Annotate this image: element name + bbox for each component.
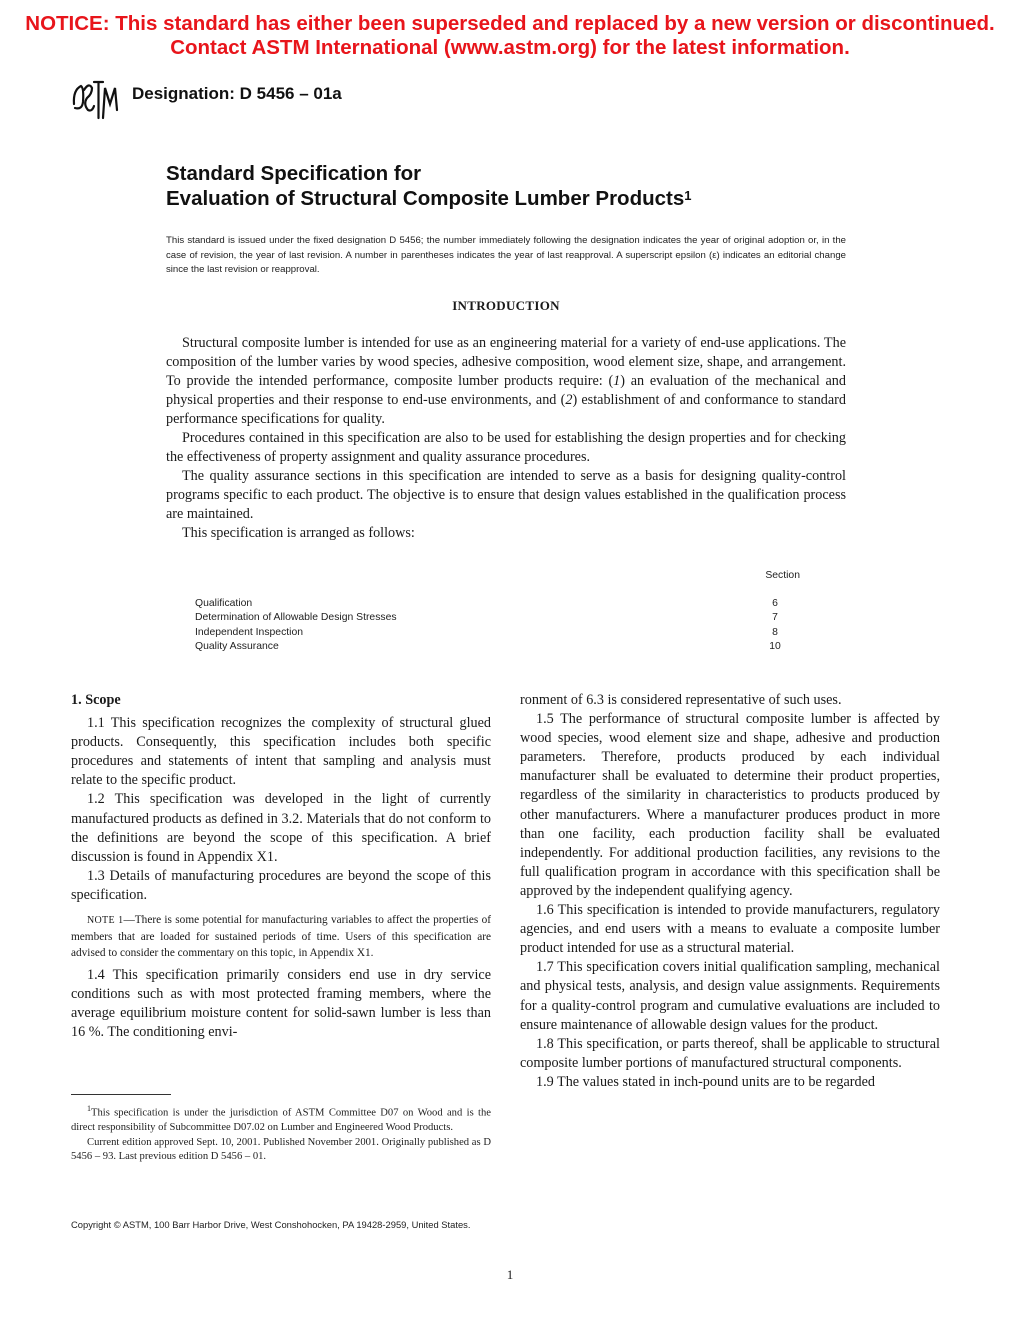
paragraph-1-1: 1.1 This specification recognizes the complexity of structural glued products. Consequently, this specification includes both specific procedures and statements of intent that sampling and analysis must relate to the specific product. <box>71 715 491 789</box>
copyright-line: Copyright © ASTM, 100 Barr Harbor Drive, West Conshohocken, PA 19428-2959, United States. <box>71 1219 471 1230</box>
page-number: 1 <box>506 1267 514 1282</box>
paragraph-1-7: 1.7 This specification covers initial qualification sampling, mechanical and physical tests, analysis, and design value assignments. Requirements for a quality-control program and cumulative evaluations are included to ensure maintenance of allowable design values for the product. <box>520 959 940 1033</box>
title-line-1: Standard Specification for <box>166 162 422 185</box>
note-1: NOTE 1—There is some potential for manufacturing variables to affect the properties of members that are loaded for sustained periods of time. Users of this specification are advised to consider the commentary on this topic, in Appendix X1. <box>71 914 491 960</box>
intro-paragraph-3: The quality assurance sections in this specification are intended to serve as a basis for designing quality-control programs specific to each product. The objective is to ensure that design values established in the qualification process are maintained. <box>166 468 846 522</box>
paragraph-1-5: 1.5 The performance of structural composite lumber is affected by wood species, wood element size and shape, adhesive and production parameters. Therefore, products produced by each individual manufacturer shall be evaluated to determine their product properties, regardless of the similarity in characteristics to products produced by other manufacturers. Where a manufacturer produces product in more than one facility, each production facility shall be evaluated independently. For additional production facilities, any revisions to the full qualification program in accordance with this specification shall be approved by the independent qualifying agency. <box>520 711 940 899</box>
arrangement-section-header: Section <box>765 570 800 581</box>
introduction-heading: INTRODUCTION <box>452 298 560 313</box>
footnotes <box>71 1102 491 1165</box>
intro-paragraph-2: Procedures contained in this specification are also to be used for establishing the design properties and for checking the effectiveness of property assignment and quality assurance procedures. <box>166 430 846 465</box>
title-line-2: Evaluation of Structural Composite Lumber Products <box>166 187 685 210</box>
paragraph-1-9: 1.9 The values stated in inch-pound units are to be regarded <box>536 1073 875 1090</box>
footnote-2: Current edition approved Sept. 10, 2001. Published November 2001. Originally published as D 5456 – 93. Last previous edition D 5456 – 01. <box>71 1136 491 1163</box>
footnote-1: $^1$This specification is under the jurisdiction of ASTM Committee D07 on Wood and is the direct responsibility of Subcommittee D07.02 on Lumber and Engineered Wood Products. <box>71 1104 491 1134</box>
logo-text: ASTM <box>70 78 73 79</box>
arrangement-row: Qualification 6 <box>195 597 778 609</box>
issuance-note: This standard is issued under the fixed designation D 5456; the number immediately following the designation indicates the year of original adoption or, in the case of revision, the year of last revision. A number in parentheses indicates the year of last reapproval. A superscript epsilon (ε) indicates an editorial change since the last revision or reapproval. <box>166 235 846 275</box>
arrangement-row: Independent Inspection 8 <box>195 626 778 638</box>
paragraph-1-6: 1.6 This specification is intended to provide manufacturers, regulatory agencies, and end users with a means to evaluate a composite lumber product intended for use as a structural material. <box>520 902 940 957</box>
astm-logo-icon <box>70 78 122 122</box>
intro-paragraph-1: Structural composite lumber is intended for use as an engineering material for a variety of end-use applications. The composition of the lumber varies by wood species, adhesive composition, wood element size, shape, and arrangement. To provide the intended performance, composite lumber products require: (1) an evaluation of the mechanical and physical properties and their response to end-use environments, and (2) establishment of and conformance to standard performance specifications for quality. <box>166 335 846 427</box>
arrangement-table <box>195 569 800 655</box>
paragraph-1-4-continued: ronment of 6.3 is considered representative of such uses. <box>520 692 842 708</box>
intro-paragraph-4: This specification is arranged as follows: <box>182 525 415 541</box>
scope-heading: 1. Scope <box>71 692 121 708</box>
paragraph-1-4: 1.4 This specification primarily considers end use in dry service conditions such as with most protected framing members, where the average equilibrium moisture content for solid-sawn lumber is less than 16 %. The conditioning envi- <box>71 967 491 1041</box>
footnote-divider <box>71 1094 171 1095</box>
document-title <box>166 161 866 211</box>
superseded-notice <box>0 12 1020 60</box>
title-footnote-mark: 1 <box>684 188 692 203</box>
paragraph-1-8: 1.8 This specification, or parts thereof, shall be applicable to structural composite lumber portions of manufactured structural components. <box>520 1035 940 1071</box>
left-column <box>71 691 491 1042</box>
notice-line-1: NOTICE: This standard has either been superseded and replaced by a new version or discontinued. <box>25 12 995 35</box>
introduction-body <box>166 334 846 543</box>
paragraph-1-3: 1.3 Details of manufacturing procedures are beyond the scope of this specification. <box>71 867 491 903</box>
arrangement-row: Determination of Allowable Design Stresses 7 <box>195 612 778 623</box>
designation: Designation: D 5456 – 01a <box>132 84 342 103</box>
right-column <box>520 691 940 1092</box>
arrangement-row: Quality Assurance 10 <box>195 641 781 652</box>
notice-line-2: Contact ASTM International (www.astm.org) for the latest information. <box>170 36 850 59</box>
paragraph-1-2: 1.2 This specification was developed in the light of currently manufactured products as defined in 3.2. Materials that do not conform to the definitions are beyond the scope of this specification. A brief discussion is found in Appendix X1. <box>71 791 491 865</box>
